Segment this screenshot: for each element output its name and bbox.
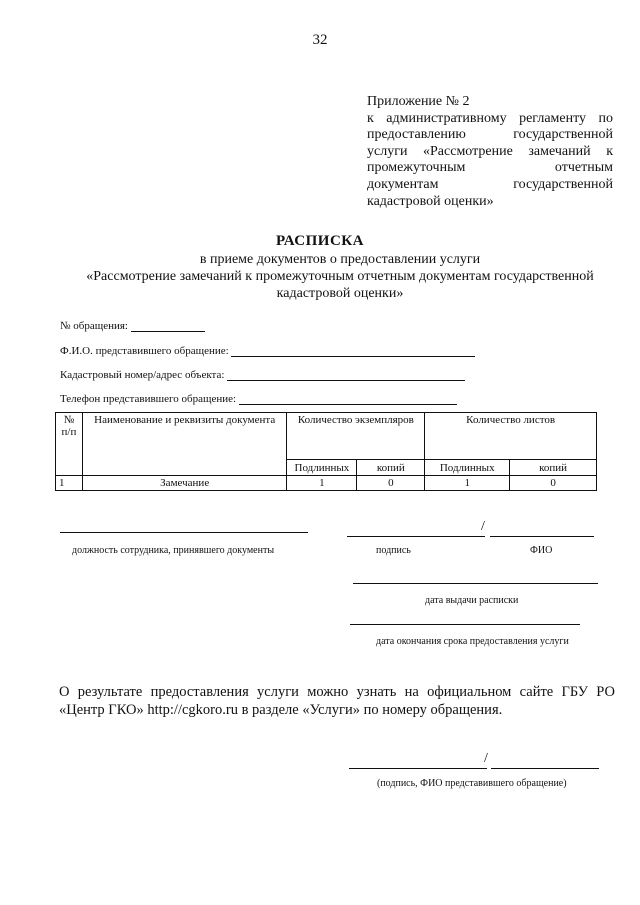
employee-position-caption: должность сотрудника, принявшего документы [72,545,275,556]
result-line: О результате предоставления услуги можно узнать на официальном сайте ГБУ РО [59,684,615,700]
signature-line[interactable] [347,536,485,537]
fio-line[interactable] [490,536,594,537]
result-line: «Центр ГКО» http://cgkoro.ru в разделе «Услуги» по номеру обращения. [59,702,503,718]
cell-copy-count: 0 [357,476,425,491]
documents-table [55,412,597,491]
fio-caption: ФИО [530,545,553,556]
applicant-name-field [60,345,475,357]
header-copies: копий [510,460,597,476]
appendix-line: кадастровой оценки» [367,193,494,209]
slash-separator: / [481,519,485,534]
header-originals: Подлинных [287,460,357,476]
end-date-line[interactable] [350,624,580,625]
header-originals: Подлинных [425,460,510,476]
subtitle-line: в приеме документов о предоставлении услуги [199,252,481,267]
signature-caption: подпись [376,545,411,556]
appendix-note [367,94,613,210]
document-subtitle [40,251,640,302]
appendix-line: услуги «Рассмотрение замечаний к [367,143,613,159]
request-number-blank[interactable] [131,320,205,332]
cell-num: 1 [56,476,83,491]
end-date-caption: дата окончания срока предоставления услуги [376,636,569,647]
subtitle-line: кадастровой оценки» [276,286,404,301]
cadastral-number-label: Кадастровый номер/адрес объекта: [60,369,225,381]
slash-separator: / [484,751,488,766]
request-number-field [60,320,205,332]
result-note [59,683,615,719]
cadastral-number-blank[interactable] [227,369,465,381]
applicant-fio-line[interactable] [491,768,599,769]
phone-label: Телефон представившего обращение: [60,393,237,405]
header-name: Наименование и реквизиты документа [82,413,286,476]
phone-field [60,393,457,405]
cell-name: Замечание [82,476,286,491]
request-number-label: № обращения: [60,320,128,332]
employee-position-line[interactable] [60,532,308,533]
appendix-line: к административному регламенту по [367,110,613,126]
header-copies: копий [357,460,425,476]
appendix-line: промежуточным отчетным [367,160,613,176]
document-title: РАСПИСКА [275,233,365,249]
cell-orig-sheets: 1 [425,476,510,491]
header-num: № п/п [56,413,83,476]
cadastral-number-field [60,369,465,381]
phone-blank[interactable] [239,393,457,405]
appendix-line: документам государственной [367,176,613,192]
header-copies-count: Количество экземпляров [287,413,425,460]
applicant-signature-caption: (подпись, ФИО представившего обращение) [377,778,567,789]
applicant-name-blank[interactable] [231,345,475,357]
applicant-signature-line[interactable] [349,768,487,769]
issue-date-line[interactable] [353,583,598,584]
appendix-line: предоставлению государственной [367,127,613,143]
page-number: 32 [312,32,328,48]
issue-date-caption: дата выдачи расписки [425,595,519,606]
table-row [56,476,597,491]
cell-copy-sheets: 0 [510,476,597,491]
header-sheets-count: Количество листов [425,413,597,460]
subtitle-line: «Рассмотрение замечаний к промежуточным отчетным документам государственной [86,269,594,284]
applicant-name-label: Ф.И.О. представившего обращение: [60,345,229,357]
cell-orig-count: 1 [287,476,357,491]
appendix-line: Приложение № 2 [367,94,470,109]
